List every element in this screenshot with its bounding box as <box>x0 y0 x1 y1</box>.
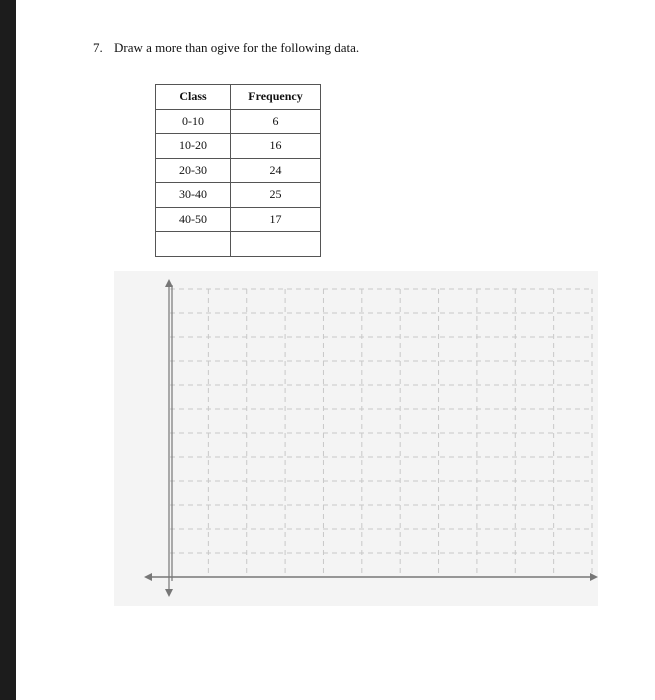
x-axis-right-arrow-icon <box>590 573 598 581</box>
frequency-table <box>155 84 321 257</box>
y-axis-up-arrow-icon <box>165 279 173 287</box>
class-cell: 20-30 <box>156 158 231 183</box>
class-header: Class <box>156 85 231 110</box>
class-cell: 30-40 <box>156 183 231 208</box>
question-text: Draw a more than ogive for the following data. <box>114 40 360 55</box>
graph-grid <box>114 271 598 606</box>
frequency-cell: 16 <box>231 134 321 159</box>
question-number: 7. <box>93 40 103 55</box>
frequency-cell: 25 <box>231 183 321 208</box>
class-cell-empty <box>156 232 231 257</box>
worksheet-page <box>16 0 655 700</box>
class-cell: 40-50 <box>156 207 231 232</box>
table-row <box>156 134 321 159</box>
table-header-row <box>156 85 321 110</box>
table-row <box>156 158 321 183</box>
table-row <box>156 109 321 134</box>
y-axis-down-arrow-icon <box>165 589 173 597</box>
frequency-cell-empty <box>231 232 321 257</box>
frequency-cell: 24 <box>231 158 321 183</box>
frequency-cell: 6 <box>231 109 321 134</box>
table-row <box>156 183 321 208</box>
graph-area <box>114 271 598 606</box>
question <box>93 40 359 56</box>
frequency-header: Frequency <box>231 85 321 110</box>
table-row-empty <box>156 232 321 257</box>
class-cell: 10-20 <box>156 134 231 159</box>
class-cell: 0-10 <box>156 109 231 134</box>
x-axis-left-arrow-icon <box>144 573 152 581</box>
table-row <box>156 207 321 232</box>
frequency-cell: 17 <box>231 207 321 232</box>
